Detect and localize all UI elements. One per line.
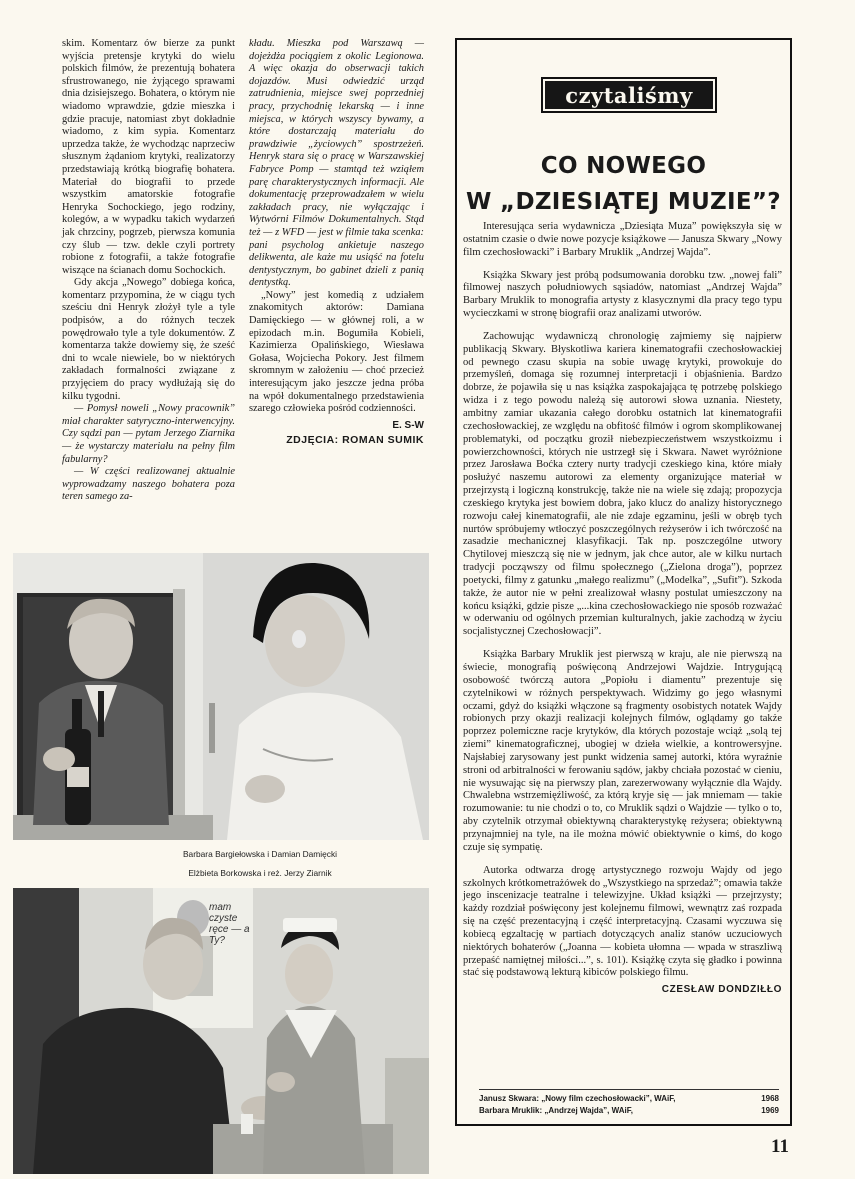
- review-body: [463, 221, 782, 997]
- review-signature: CZESŁAW DONDZIŁŁO: [661, 984, 782, 996]
- book-references: [479, 1089, 779, 1117]
- review-paragraph: Zachowując wydawniczą chronologię zajmiemy się najpierw publikacją Skwary. Błyskotliwa kariera kinematografii czechosłowackiej od pewnego czasu skupia na sobie uwagę krytyki, prowokuje do przemyśleń, domaga się rozumnej interpretacji i objaśnienia. Bardzo dobrze, że pojawiła się u nas książka zaspokajająca tę potrzebę polskiego widza i z tego powodu należą się autorowi słowa uznania. Niestety, ambitny zamiar ukazania całego dorobku ostatnich lat kinematografii czechosłowackiej, ze względu na obfitość filmów i ogrom skomplikowanej problematyki, od początku groził niebezpieczeństwem wszystkoizmu i powierzchowności, których nie ustrzegł się i Skwara. Nawet wyróżnione przez Jarosława Boćka cztery nurty tradycji czeskiego kina, które miały posłużyć naszemu autorowi za elementy organizujące materiał w przejrzystą i logiczną konstrukcję, także nie na wiele się zdają; propozycja czeskiego krytyka jest bowiem dobra, jako klucz do analizy historycznego rozwoju całej kinematografii, ale nie zdaje egzaminu, jeśli w obręb tych nurtów spróbujemy wtłoczyć poszczególnych reżyserów i ich twórczość na zasadzie mechanicznej klasyfikacji. Tak np. poszczególne utwory Chytilovej mieszczą się nie w jednym, jak chce autor, ale w kilku nurtach tradycji począwszy od filmu społecznego („Zielona droga”), poprzez poetycki, filmy z gatunku „małego realizmu” („Modelka”, „Sufit”). Szkoda także, że autor nie w pełni zrealizował własny postulat umieszczony na końcu książki, gdzie pisze „...kina czechosłowackiego nie sposób rozważać w oderwaniu od ogólnych przemian kulturalnych, jakie zachodzą w życiu socjalistycznej Czechosłowacji”.: [463, 330, 782, 638]
- article-paragraph: „Nowy” jest komedią z udziałem znakomitych aktorów: Damiana Damięckiego — w głównej roli, a w epizodach m.in. Bogumiła Kobieli, Kazimierza Opalińskiego, Wiesława Gołasa, Wojciecha Pokory. Jest filmem skromnym w założeniu — choć przecież interesującym jako jeszcze jedna próba na wpół dokumentalnego przedstawienia szarego człowieka pośród codzienności.: [249, 289, 424, 415]
- film-still-1-illustration: [13, 553, 429, 840]
- page-number: 11: [771, 1136, 789, 1157]
- wall-poster-text: mam czyste ręce — a Ty?: [209, 902, 250, 946]
- photo-caption-1: Barbara Bargiełowska i Damian Damięcki: [182, 849, 338, 859]
- review-paragraph: Książka Barbary Mruklik jest pierwszą w kraju, ale nie pierwszą na świecie, monografią poświęconą Andrzejowi Wajdzie. Intrygującą osobowość twórczą autora „Popiołu i diamentu” prezentuje się czytelnikowi w różnych perspektywach. Widzimy go jego własnymi oczami, gdyż do książki włączone są fragmenty osobistych notatek Wajdy robionych przy okazji realizacji kolejnych filmów, oglądamy go także poprzez polemiczne racje krytyków, dla których pozostaje wciąż „solą tej ziemi” kinematograficznej, ubogiej w dzieła wielkie, a kontrowersyjne. Najsłabiej zarysowany jest punkt widzenia samej autorki, która wyraźnie stroni od arbitralności w ferowaniu sądów, jakby chciała pozostać w cieniu, nie wysuwając się na pierwszy plan, zarezerwowany wyłącznie dla Wajdy. Chwalebna wstrzemięźliwość, za którą kryje się — jak mniemam — takie rozumowanie: tu nie chodzi o to, co Mruklik sądzi o Wajdzie — tylko o to, aby czytelnik otrzymał obiektywną charakterystykę reżysera; obiektywną przynajmniej na tyle, na ile można mówić obiektywnie o kimś, do kogo czuje się sympatię.: [463, 649, 782, 853]
- film-still-photo-1: [13, 553, 429, 840]
- article-column-middle: [249, 38, 424, 447]
- review-box: [455, 38, 792, 1126]
- reference-item: Barbara Mruklik: „Andrzej Wajda”, WAiF, 1969: [479, 1106, 779, 1115]
- photo-caption-2: Elżbieta Borkowska i reż. Jerzy Ziarnik: [188, 868, 332, 878]
- review-paragraph: Interesująca seria wydawnicza „Dziesiąta Muza” powiększyła się w ostatnim czasie o dwie nowe pozycje książkowe — Janusza Skwary „Nowy film czechosłowacki” i Barbary Mruklik „Andrzej Wajda”.: [463, 221, 782, 258]
- interview-question: — Pomysł noweli „Nowy pracownik” miał charakter satyryczno-interwencyjny. Czy sądzi pan — pytam Jerzego Ziarnika — że wystarczy materiału na pełny film fabularny?: [62, 403, 235, 465]
- section-logo: czytaliśmy: [541, 77, 717, 113]
- headline-line-1: CO NOWEGO: [540, 153, 707, 179]
- headline-line-2: W „DZIESIĄTEJ MUZIE”?: [466, 189, 781, 215]
- interview-answer: — W części realizowanej aktualnie wyprowadzamy naszego bohatera poza teren samego za-: [62, 466, 235, 503]
- interview-answer-continued: kładu. Mieszka pod Warszawą — dojeżdża pociągiem z okolic Legionowa. A więc okazja do obserwacji takich dojazdów. Musi odwiedzić urząd zatrudnienia, miejsce swej poprzedniej pracy, przychodnię lekarską — i inne miejsca, w których wszyscy bywamy, a które dostarczają materiału do prawdziwie „życiowych” spostrzeżeń. Henryk stara się o pracę w Warszawskiej Fabryce Pomp — stamtąd też wziąłem parę charakterystycznych informacji. Ale dokumentację przeprowadzałem w wielu zakładach pracy, nie wyłączając i Wytwórni Filmów Dokumentalnych. Stąd też — z WFD — jest w filmie taka scenka: pani psycholog ankietuje naszego delikwenta, ale każe mu usiąść na fotelu dentystycznym, bo gabinet dzieli z panią dentystką.: [249, 38, 424, 289]
- article-column-left: [62, 38, 235, 504]
- review-headline: [457, 148, 790, 220]
- author-signature: E. S-W: [392, 419, 424, 431]
- film-still-photo-2: [13, 888, 429, 1174]
- article-paragraph: skim. Komentarz ów bierze za punkt wyjścia pretensje krytyki do wielu polskich filmów, że prezentują bohatera sfrustrowanego, nie żyjącego sprawami dnia dzisiejszego. Bohatera, o którym nie wiadomo wprawdzie, gdzie mieszka i gdzie pracuje, natomiast zbyt dokładnie wiadomo, z kim sypia. Komentarz uprzedza także, że wychodząc naprzeciw słusznym żądaniom krytyki, realizatorzy przedstawiają krótką biografię bohatera. Materiał do biografii to przede wszystkim amatorskie fotografie Henryka Sochockiego, jego rodziny, kolegów, a w wypadku takich wydarzeń jak chrzciny, pogrzeb, pierwsza komunia czy ślub — tzw. dekle czyli portrety robione z fotografii, a także fotografie wiszące na ścianach domu Sochockich.: [62, 38, 235, 276]
- review-paragraph: Autorka odtwarza drogę artystycznego rozwoju Wajdy od jego szkolnych krótkometrażówek do „Wszystkiego na sprzedaż”; omawia także jego inscenizacje teatralne i telewizyjne. Układ książki — przejrzysty; każdy rozdział poświęcony jest kolejnemu filmowi, wewnątrz zaś rozpada się na część prezentacyjną i część interpretacyjną. Czasami wyczuwa się kobiecą egzaltację w partiach dotyczących analiz stanów uczuciowych niektórych bohaterów („Joanna — kobieta ułomna — wpada w straszliwą przepaść namiętnej miłości...”, s. 101). Książkę czyta się gładko i powinna stać się podstawową lekturą kibiców polskiego filmu.: [463, 864, 782, 979]
- article-paragraph: Gdy akcja „Nowego” dobiega końca, komentarz przypomina, że w ciągu tych sześciu dni Henryk złożył tyle a tyle podpisów, a do różnych teczek powędrowało tyle a tyle dokumentów. Z komentarza także dowiemy się, że sześć dni to wcale niewiele, bo w niektórych zakładach formalności związane z przyjęciem do pracy wydłużają się do kilku tygodni.: [62, 277, 235, 402]
- review-paragraph: Książka Skwary jest próbą podsumowania dorobku tzw. „nowej fali” filmowej naszych południowych sąsiadów, natomiast „Andrzej Wajda” Barbary Mruklik to monografia artysty z klasycznymi dla pracy tego typu wycieczkami w stronę biografii oraz analizami utworów.: [463, 269, 782, 320]
- reference-item: Janusz Skwara: „Nowy film czechosłowacki”, WAiF, 1968: [479, 1094, 779, 1103]
- photo-credit: ZDJĘCIA: ROMAN SUMIK: [286, 434, 424, 447]
